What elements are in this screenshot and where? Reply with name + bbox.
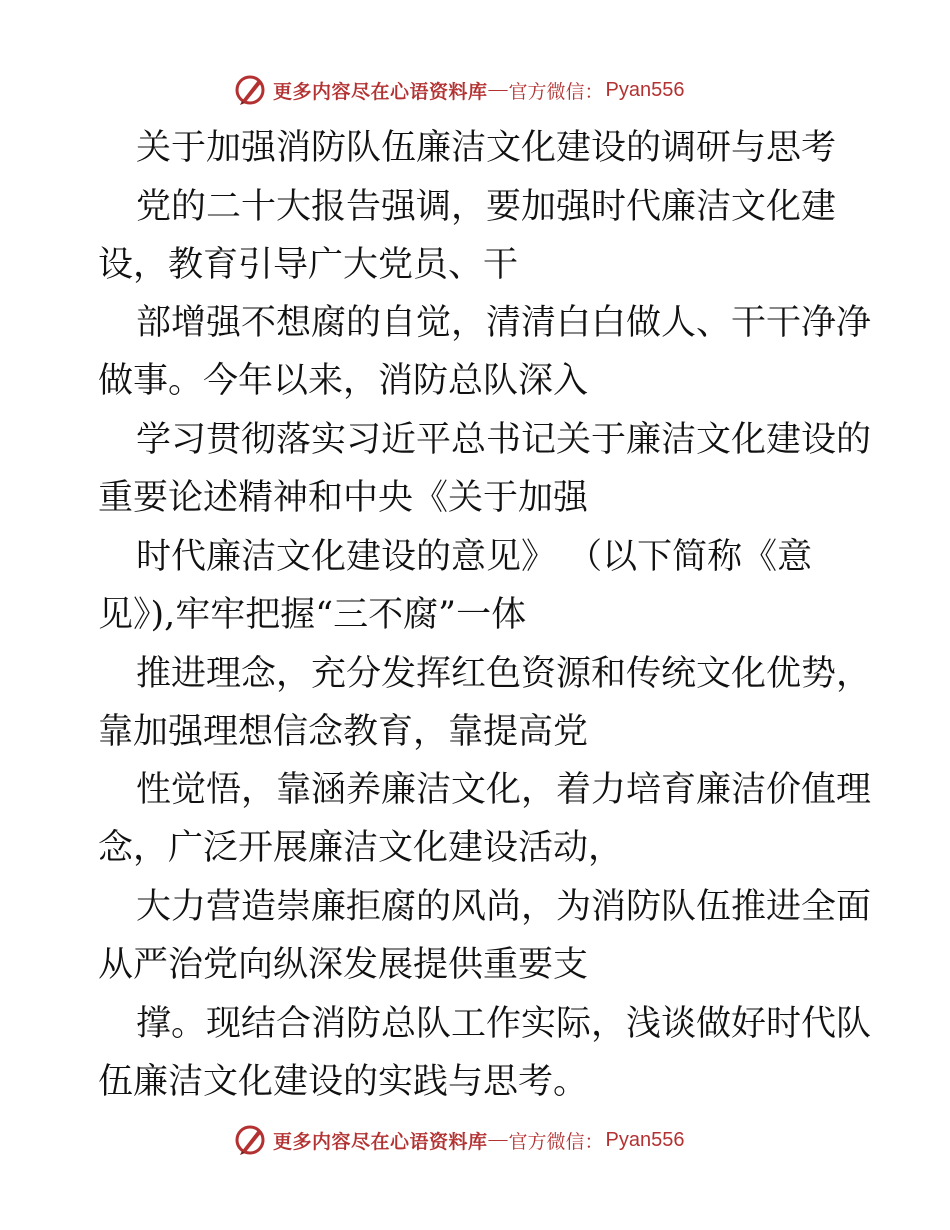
body-line: 见》),牢牢把握“三不腐”一体: [98, 595, 527, 635]
body-line: 时代廉洁文化建设的意见》 （以下简称《意: [136, 537, 813, 577]
header-wechat-label: 官方微信：: [508, 80, 604, 103]
body-line: 性觉悟，靠涵养廉洁文化，着力培育廉洁价值理: [136, 770, 872, 810]
header-banner: [233, 72, 685, 108]
pen-circle-logo-icon: [233, 1123, 267, 1157]
body-line: 撑。现结合消防总队工作实际，浅谈做好时代队: [136, 1004, 872, 1044]
body-line: 从严治党向纵深发展提供重要支: [98, 945, 589, 985]
pen-circle-logo-icon: [233, 73, 267, 107]
body-line: 做事。今年以来，消防总队深入: [98, 361, 589, 401]
body-line: 推进理念，充分发挥红色资源和传统文化优势，: [136, 654, 872, 694]
body-line: 靠加强理想信念教育，靠提高党: [98, 712, 589, 752]
footer-dash: —: [488, 1129, 508, 1150]
body-line: 部增强不想腐的自觉，清清白白做人、干干净净: [136, 303, 872, 343]
body-line: 伍廉洁文化建设的实践与思考。: [98, 1062, 589, 1102]
footer-wechat-id: Pyan556: [605, 1128, 685, 1151]
body-line: 重要论述精神和中央《关于加强: [98, 478, 589, 518]
footer-promo-text: 更多内容尽在心语资料库: [273, 1130, 488, 1153]
body-line: 念，广泛开展廉洁文化建设活动，: [98, 828, 624, 868]
body-line: 大力营造崇廉拒腐的风尚，为消防队伍推进全面: [136, 887, 872, 927]
header-promo-text: 更多内容尽在心语资料库: [273, 80, 488, 103]
footer-wechat-label: 官方微信：: [508, 1130, 604, 1153]
document-title: 关于加强消防队伍廉洁文化建设的调研与思考: [136, 128, 837, 168]
header-wechat-id: Pyan556: [605, 78, 685, 101]
body-line: 党的二十大报告强调，要加强时代廉洁文化建: [136, 187, 837, 227]
header-dash: —: [488, 79, 508, 100]
body-line: 设，教育引导广大党员、干: [98, 245, 519, 285]
footer-banner: [233, 1122, 685, 1158]
body-line: 学习贯彻落实习近平总书记关于廉洁文化建设的: [136, 420, 872, 460]
